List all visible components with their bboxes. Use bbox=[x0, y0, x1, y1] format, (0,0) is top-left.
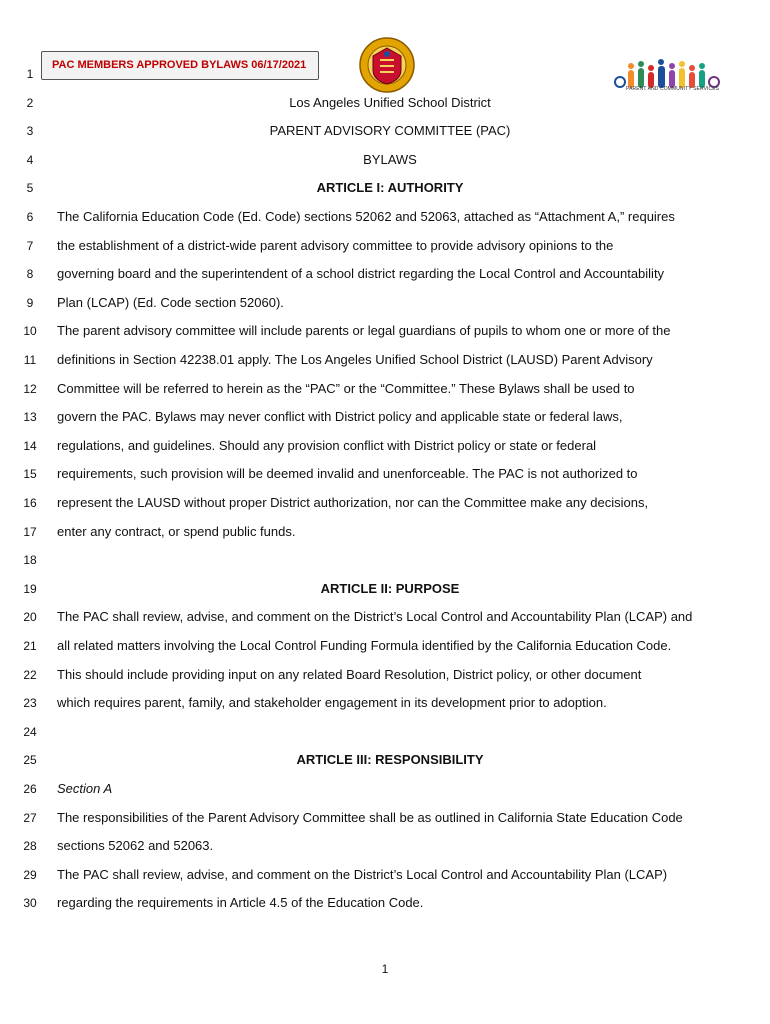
line-number: 30 bbox=[23, 896, 37, 911]
line-number: 21 bbox=[23, 639, 37, 653]
line-number: 8 bbox=[26, 267, 34, 282]
body-text-line: The California Education Code (Ed. Code) sections 52062 and 52063, attached as “Attachment A,” requires bbox=[57, 209, 675, 224]
body-text-line: govern the PAC. Bylaws may never conflict with District policy and applicable state or federal laws, bbox=[57, 409, 623, 425]
section-heading: Section A bbox=[57, 781, 113, 796]
body-text-line: the establishment of a district-wide parent advisory committee to provide advisory opinions to the bbox=[57, 237, 614, 253]
page-number: 1 bbox=[381, 962, 389, 976]
logo-caption: PARENT AND COMMUNITY SERVICES bbox=[626, 86, 720, 92]
body-text-line: regarding the requirements in Article 4.5 of the Education Code. bbox=[57, 895, 424, 911]
line-number: 2 bbox=[26, 95, 34, 110]
line-number: 26 bbox=[23, 782, 37, 796]
line-number: 18 bbox=[23, 553, 37, 568]
body-text-line: The responsibilities of the Parent Advisory Committee shall be as outlined in California State Education Code bbox=[57, 809, 683, 825]
body-text-line: governing board and the superintendent of a school district regarding the Local Control and Accountability bbox=[57, 266, 665, 282]
line-number: 22 bbox=[23, 667, 37, 682]
body-text-line: enter any contract, or spend public funds. bbox=[57, 523, 296, 539]
body-text-line: sections 52062 and 52063. bbox=[57, 838, 214, 854]
line-number: 29 bbox=[23, 867, 37, 882]
line-number: 20 bbox=[23, 610, 37, 625]
body-text-line: The PAC shall review, advise, and comment on the District’s Local Control and Accountability Plan (LCAP) bbox=[57, 866, 668, 882]
line-number: 4 bbox=[26, 152, 34, 167]
article-heading: ARTICLE II: PURPOSE bbox=[320, 580, 460, 596]
line-number: 27 bbox=[23, 810, 37, 825]
line-number: 7 bbox=[26, 238, 34, 253]
body-text-line: The parent advisory committee will include parents or legal guardians of pupils to whom one or more of the bbox=[57, 323, 671, 339]
body-text-line: requirements, such provision will be deemed invalid and unenforceable. The PAC is not authorized to bbox=[57, 466, 638, 482]
line-number: 14 bbox=[23, 438, 37, 453]
body-text-line: BYLAWS bbox=[363, 151, 417, 167]
body-text-line: definitions in Section 42238.01 apply. The Los Angeles Unified School District (LAUSD) Parent Advisory bbox=[57, 352, 653, 367]
line-number: 6 bbox=[26, 210, 34, 224]
body-text-line: PARENT ADVISORY COMMITTEE (PAC) bbox=[269, 123, 511, 139]
line-number: 11 bbox=[23, 353, 37, 367]
district-seal-icon bbox=[358, 36, 416, 94]
article-heading: ARTICLE I: AUTHORITY bbox=[316, 180, 464, 196]
body-text-line: Los Angeles Unified School District bbox=[289, 94, 491, 110]
line-number: 16 bbox=[23, 496, 37, 510]
body-text-line: The PAC shall review, advise, and comment on the District’s Local Control and Accountability Plan (LCAP) and bbox=[57, 609, 693, 625]
body-text-line: Committee will be referred to herein as the “PAC” or the “Committee.” These Bylaws shall be used to bbox=[57, 380, 635, 396]
line-number: 12 bbox=[23, 381, 37, 396]
line-number: 19 bbox=[23, 581, 37, 596]
body-text-line: all related matters involving the Local Control Funding Formula identified by the California Education Code. bbox=[57, 638, 672, 653]
body-text-line: Plan (LCAP) (Ed. Code section 52060). bbox=[57, 294, 284, 310]
line-number: 25 bbox=[23, 753, 37, 768]
line-number: 24 bbox=[23, 724, 37, 739]
line-number: 13 bbox=[23, 410, 37, 425]
line-number: 9 bbox=[26, 295, 34, 310]
approval-stamp: PAC MEMBERS APPROVED BYLAWS 06/17/2021 bbox=[41, 51, 319, 80]
line-number: 28 bbox=[23, 839, 37, 854]
body-text-line: represent the LAUSD without proper District authorization, nor can the Committee make any decisions, bbox=[57, 495, 649, 510]
article-heading: ARTICLE III: RESPONSIBILITY bbox=[296, 752, 484, 768]
body-text-line: regulations, and guidelines. Should any provision conflict with District policy or state or federal bbox=[57, 437, 597, 453]
line-number: 1 bbox=[26, 67, 34, 81]
body-text-line: This should include providing input on any related Board Resolution, District policy, or other document bbox=[57, 666, 642, 682]
line-number: 10 bbox=[23, 324, 37, 339]
line-number: 3 bbox=[26, 124, 34, 139]
body-text-line: which requires parent, family, and stakeholder engagement in its development prior to adoption. bbox=[57, 695, 607, 711]
line-number: 15 bbox=[23, 467, 37, 482]
line-number: 17 bbox=[23, 524, 37, 539]
line-number: 5 bbox=[26, 181, 34, 196]
line-number: 23 bbox=[23, 696, 37, 711]
